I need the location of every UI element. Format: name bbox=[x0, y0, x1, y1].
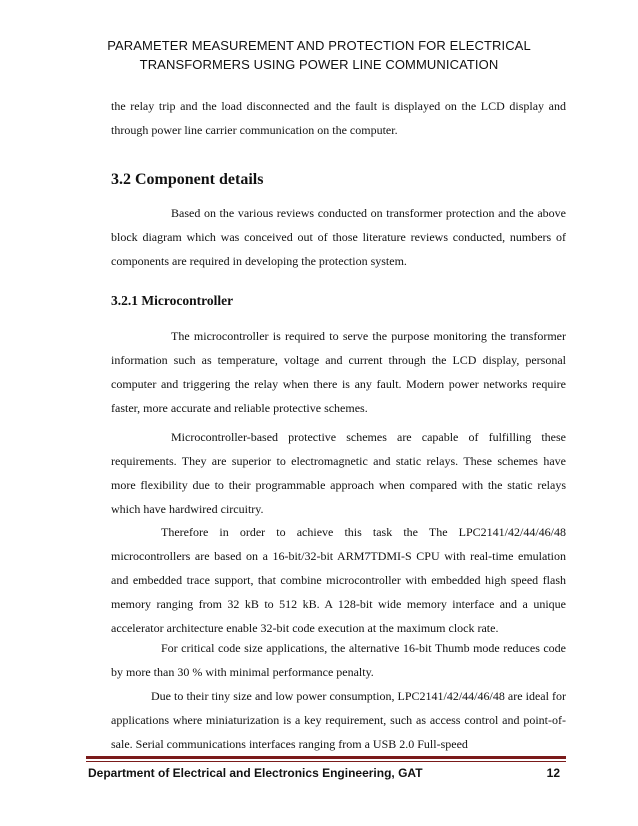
paragraph-2: Microcontroller-based protective schemes are capable of fulfilling these requirements. They are superior to electromagnetic and static relays. These schemes have more flexibility due to their programmable approach when compared with the static relays which have hardwired circuitry. bbox=[111, 430, 566, 516]
header-title-line-1: PARAMETER MEASUREMENT AND PROTECTION FOR ELECTRICAL bbox=[107, 38, 531, 53]
paragraph-4: For critical code size applications, the alternative 16-bit Thumb mode reduces code by more than 30 % with minimal performance penalty. bbox=[111, 641, 566, 679]
intro-paragraph: the relay trip and the load disconnected and the fault is displayed on the LCD display and through power line carrier communication on the computer. bbox=[111, 99, 566, 137]
footer-department: Department of Electrical and Electronics Engineering, GAT bbox=[88, 766, 423, 780]
footer-divider bbox=[86, 756, 566, 759]
paragraph-3: Therefore in order to achieve this task the The LPC2141/42/44/46/48 microcontrollers are based on a 16-bit/32-bit ARM7TDMI-S CPU with real-time emulation and embedded trace support, that combine microcontroller with embedded high speed flash memory ranging from 32 kB to 512 kB. A 128-bit wide memory interface and a unique accelerator architecture enable 32-bit code execution at the maximum clock rate. bbox=[111, 525, 566, 635]
section-paragraph: Based on the various reviews conducted on transformer protection and the above block diagram which was conceived out of those literature reviews conducted, numbers of components are required in developing the protection system. bbox=[111, 206, 566, 268]
section-heading: 3.2 Component details bbox=[111, 171, 264, 188]
page-header bbox=[0, 36, 638, 74]
paragraph-1: The microcontroller is required to serve the purpose monitoring the transformer information such as temperature, voltage and current through the LCD display, personal computer and triggering the relay when there is any fault. Modern power networks require faster, more accurate and reliable protective schemes. bbox=[111, 329, 566, 415]
page-number: 12 bbox=[546, 766, 560, 780]
subsection-heading: 3.2.1 Microcontroller bbox=[111, 293, 234, 308]
footer-divider-thin bbox=[86, 761, 566, 762]
header-title-line-2: TRANSFORMERS USING POWER LINE COMMUNICATION bbox=[139, 57, 499, 72]
paragraph-5: Due to their tiny size and low power consumption, LPC2141/42/44/46/48 are ideal for applications where miniaturization is a key requirement, such as access control and point-of-sale. Serial communications interfaces ranging from a USB 2.0 Full-speed bbox=[111, 689, 566, 751]
